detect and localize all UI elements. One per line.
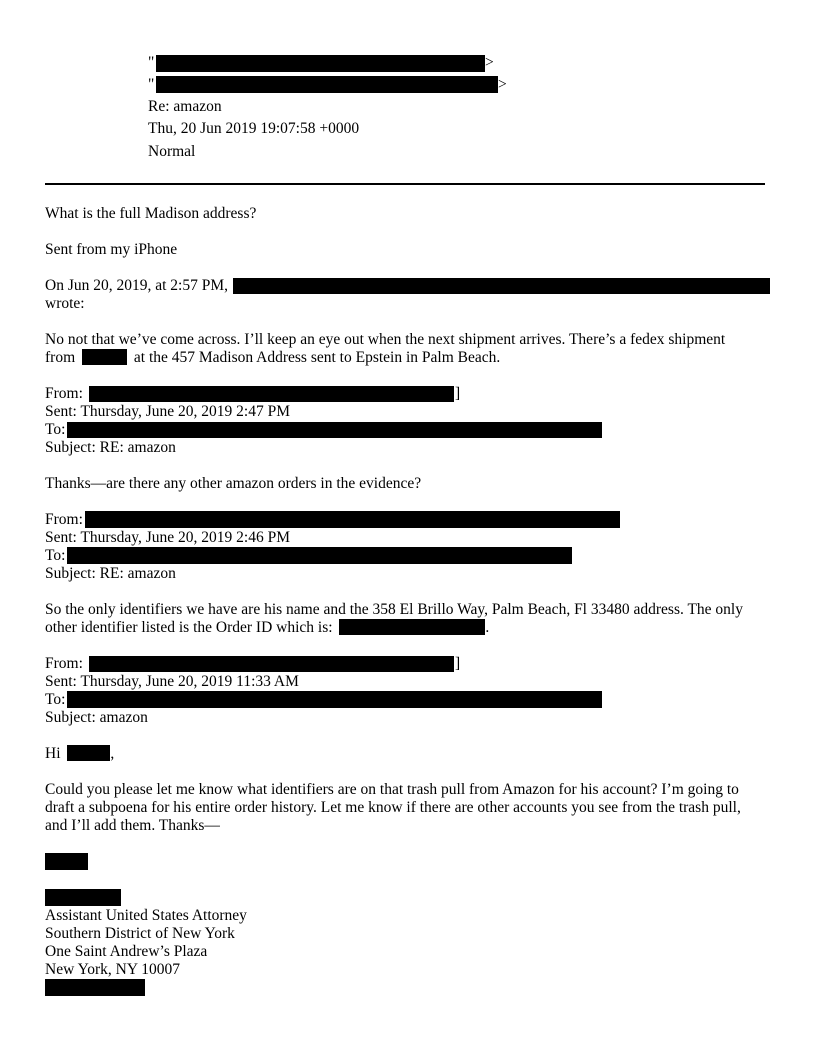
sent-from-iphone: Sent from my iPhone (45, 241, 178, 258)
signature-office: Southern District of New York (45, 925, 235, 942)
subject-value: Re: amazon (148, 98, 222, 115)
fwd3-to: To: (45, 691, 66, 708)
message-4-line-2: draft a subpoena for his entire order history. Let me know if there are other accounts you see from the trash pull, (45, 799, 741, 816)
redaction-shipper (82, 349, 127, 365)
greeting-comma: , (110, 745, 115, 762)
redaction-fwd1-from (89, 386, 454, 402)
header-divider (45, 183, 765, 185)
signature-address-1: One Saint Andrew’s Plaza (45, 943, 208, 960)
signature-title: Assistant United States Attorney (45, 907, 247, 924)
fwd1-sent: Sent: Thursday, June 20, 2019 2:47 PM (45, 403, 290, 420)
message-1-line-1: No not that we’ve come across. I’ll keep an eye out when the next shipment arrives. There’s a fedex shipment (45, 331, 726, 348)
greeting (45, 745, 114, 763)
redaction-quote-sender (233, 278, 770, 294)
fwd3-sent: Sent: Thursday, June 20, 2019 11:33 AM (45, 673, 299, 690)
redaction-fwd2-from (85, 511, 620, 528)
fwd2-from: From: (45, 511, 83, 528)
message-3-period: . (485, 619, 490, 636)
date-value: Thu, 20 Jun 2019 19:07:58 +0000 (148, 120, 360, 137)
to-end: > (498, 76, 507, 93)
redaction-from (156, 55, 485, 72)
from-value: " (148, 54, 155, 71)
fwd1-from-end: ] (455, 385, 461, 402)
greeting-hi: Hi (45, 745, 61, 762)
fwd2-subject: Subject: RE: amazon (45, 565, 176, 582)
fwd1-to: To: (45, 421, 66, 438)
quote-attribution (45, 277, 228, 295)
redaction-order-id (339, 619, 485, 635)
message-1-from: from (45, 349, 76, 366)
fwd2-sent: Sent: Thursday, June 20, 2019 2:46 PM (45, 529, 290, 546)
redaction-fwd1-to (67, 422, 602, 438)
fwd3-subject: Subject: amazon (45, 709, 148, 726)
redaction-signature-full-name (45, 889, 121, 906)
redaction-signature-name (45, 853, 88, 870)
message-4-line-3: and I’ll add them. Thanks— (45, 817, 220, 834)
fwd2-to: To: (45, 547, 66, 564)
redaction-signature-contact (45, 979, 145, 996)
message-3-line-2 (45, 619, 489, 637)
redaction-fwd3-from (89, 656, 454, 672)
fwd1-from: From: (45, 385, 83, 402)
quote-attribution-text: On Jun 20, 2019, at 2:57 PM, (45, 277, 228, 294)
fwd3-from: From: (45, 655, 83, 672)
fwd1-subject: Subject: RE: amazon (45, 439, 176, 456)
to-value: " (148, 76, 155, 93)
message-1-line-2 (45, 349, 500, 367)
from-end: > (485, 54, 494, 71)
signature-address-2: New York, NY 10007 (45, 961, 181, 978)
message-3-order-id-label: other identifier listed is the Order ID which is: (45, 619, 333, 636)
fwd3-from-end: ] (455, 655, 461, 672)
message-2: Thanks—are there any other amazon orders in the evidence? (45, 475, 422, 492)
message-3-line-1: So the only identifiers we have are his name and the 358 El Brillo Way, Palm Beach, Fl 33480 address. The only (45, 601, 743, 618)
redaction-to (156, 76, 498, 93)
redaction-fwd3-to (67, 691, 602, 708)
message-4-line-1: Could you please let me know what identifiers are on that trash pull from Amazon for his account? I’m going to (45, 781, 739, 798)
reply-text: What is the full Madison address? (45, 205, 257, 222)
message-1-rest: at the 457 Madison Address sent to Epstein in Palm Beach. (133, 349, 501, 366)
redaction-greeting-name (67, 745, 110, 761)
importance-value: Normal (148, 143, 196, 160)
quote-wrote: wrote: (45, 295, 85, 312)
redaction-fwd2-to (67, 547, 572, 564)
